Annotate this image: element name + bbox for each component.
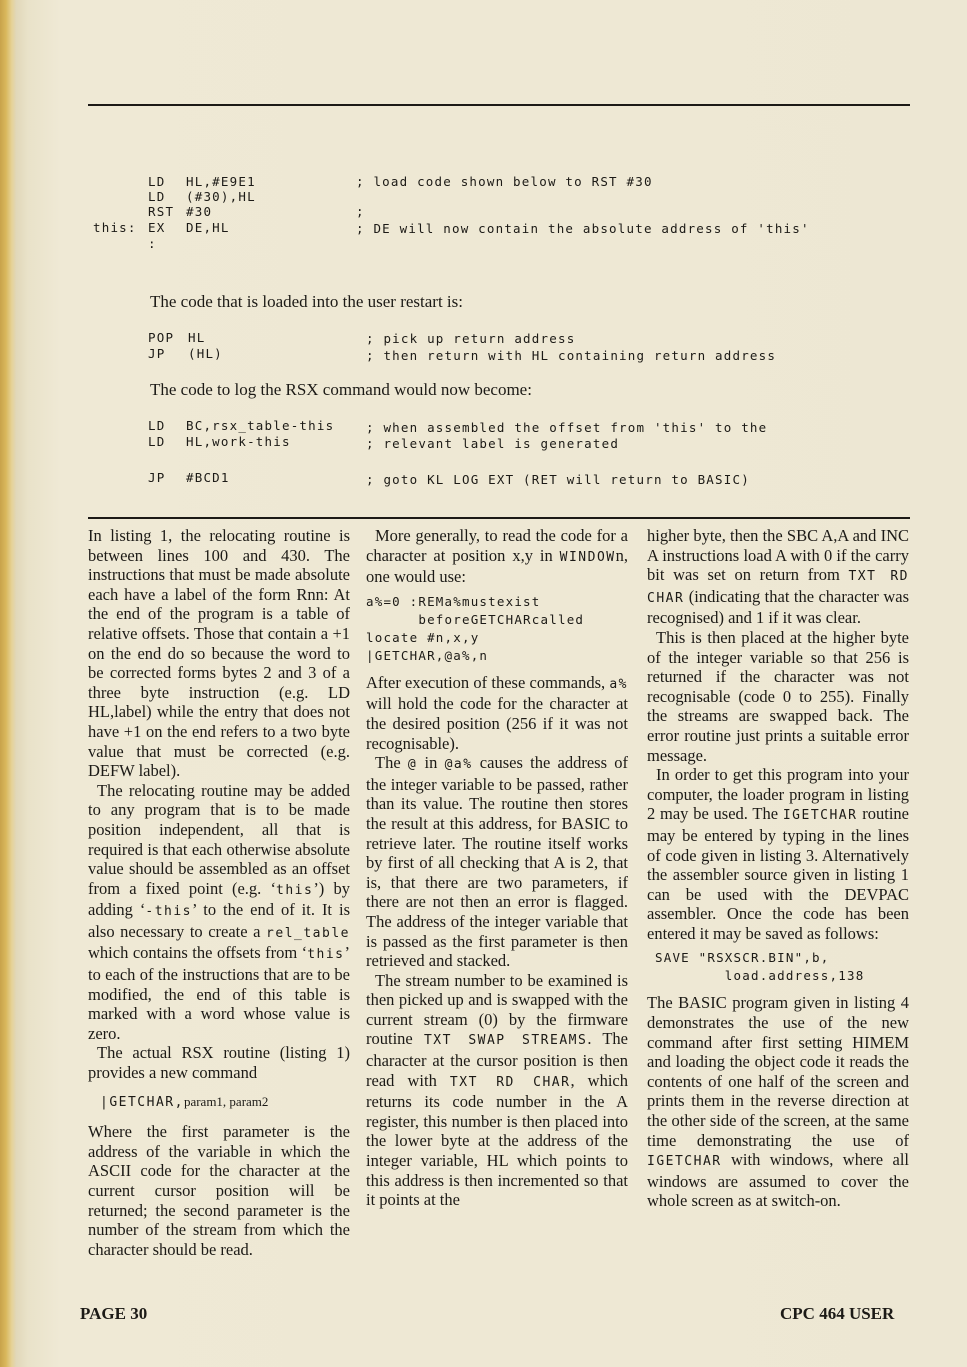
code-arg: BC,rsx_table-this bbox=[186, 418, 335, 433]
code-arg: (#30),HL bbox=[186, 189, 256, 204]
code-example: SAVE "RSXSCR.BIN",b, load.address,138 bbox=[655, 950, 865, 984]
code-line: : bbox=[148, 236, 157, 251]
code-comment: ; bbox=[356, 204, 365, 219]
code-arg: HL,work-this bbox=[186, 434, 291, 449]
code-line: POP bbox=[148, 330, 175, 345]
paragraph: The @ in @a% causes the address of the integer variable to be passed, rather than its value. The routine then stores the result at this address, for BASIC to retrieve later. The routine itself works by first of all checking that A is 2, that is, that there are two parameters, if there are not then an error is flagged. The address of the integer variable that is passed as the first parameter is then retrieved and stacked. bbox=[366, 753, 629, 971]
code-comment: ; goto KL LOG EXT (RET will return to BASIC) bbox=[366, 472, 750, 487]
code-line: LD bbox=[148, 189, 166, 204]
paragraph: The BASIC program given in listing 4 demonstrates the use of the new command after first setting HIMEM and loading the object code it reads the contents of one half of the screen and prints them in the reverse direction at the other side of the screen, at the same time demonstrating the use of IGETCHAR with windows, where all windows are assumed to cover the whole screen as at switch-on. bbox=[647, 993, 909, 1211]
page-binding-edge bbox=[0, 0, 16, 1367]
middle-rule bbox=[88, 517, 910, 519]
intro-log: The code to log the RSX command would now become: bbox=[150, 380, 532, 399]
paragraph: In order to get this program into your computer, the loader program in listing 2 may be used. The IGETCHAR routine may be entered by typing in the lines of code given in listing 3. Alternatively the assembler source given in listing 1 can be used with the DEVPAC assembler. Once the code has been entered it may be saved as follows: bbox=[647, 765, 909, 943]
paragraph: The stream number to be examined is then picked up and is swapped with the current stream (0) by the firmware routine TXT SWAP STREAMS. The character at the cursor position is then read with TXT RD CHAR, which returns its code number in the A register, this number is then placed into the lower byte at the address of the integer variable, HL which points to this address is then incremented so that it points at the bbox=[366, 970, 628, 1210]
code-arg: HL bbox=[188, 330, 206, 345]
code-line: RST bbox=[148, 204, 175, 219]
code-line: LD bbox=[148, 434, 166, 449]
code-line: JP bbox=[148, 470, 166, 485]
code-comment: ; relevant label is generated bbox=[366, 436, 620, 451]
code-line: EX bbox=[148, 220, 166, 235]
paragraph: The actual RSX routine (listing 1) provides a new command bbox=[88, 1043, 350, 1083]
paragraph: More generally, to read the code for a character at position x,y in WINDOWn, one would use: bbox=[366, 526, 628, 587]
code-comment: ; DE will now contain the absolute address of 'this' bbox=[356, 221, 810, 236]
paragraph: Where the first parameter is the address of the variable in which the ASCII code for the character at the current cursor position will be returned; the second parameter is the number of the stream from which the character should be read. bbox=[88, 1122, 350, 1259]
code-line: LD bbox=[148, 418, 166, 433]
code-comment: ; then return with HL containing return address bbox=[366, 348, 777, 363]
code-arg: (HL) bbox=[188, 346, 223, 361]
paragraph: In listing 1, the relocating routine is between lines 100 and 430. The instructions that must be made absolute each have a label of the form Rnn: At the end of the program is a table of relative offsets. Those that contain a +1 on the end do so because the word to be corrected forms bytes 2 and 3 of a three byte instruction (e.g. LD HL,label) while the entry that does not have +1 on the end refers to a two byte value that must be corrected (e.g. DEFW label). bbox=[88, 526, 350, 781]
code-label: this: bbox=[93, 220, 137, 235]
code-line: LD bbox=[148, 174, 166, 189]
code-arg: DE,HL bbox=[186, 220, 230, 235]
magazine-name: CPC 464 USER bbox=[780, 1304, 895, 1323]
code-arg: HL,#E9E1 bbox=[186, 174, 256, 189]
code-arg: #30 bbox=[186, 204, 213, 219]
column-2 bbox=[366, 526, 628, 1210]
paragraph: After execution of these commands, a% will hold the code for the character at the desired position (256 if it was not recognisable). bbox=[366, 672, 628, 753]
column-3 bbox=[647, 526, 909, 1211]
paragraph: higher byte, then the SBC A,A and INC A instructions load A with 0 if the carry bit was set on return from TXT RD CHAR (indicating that the character was recognised) and 1 if it was clear. bbox=[647, 526, 909, 628]
code-example: a%=0 :REMa%mustexist beforeGETCHARcalled locate #n,x,y |GETCHAR,@a%,n bbox=[366, 593, 585, 663]
command-syntax: |GETCHAR,param1, param2 bbox=[100, 1093, 269, 1110]
code-line: JP bbox=[148, 346, 166, 361]
code-comment: ; when assembled the offset from 'this' to the bbox=[366, 420, 768, 435]
code-comment: ; pick up return address bbox=[366, 331, 576, 346]
page-number: PAGE 30 bbox=[80, 1304, 148, 1323]
top-rule bbox=[88, 104, 910, 106]
intro-restart: The code that is loaded into the user restart is: bbox=[150, 292, 463, 311]
column-1 bbox=[88, 526, 350, 1259]
code-comment: ; load code shown below to RST #30 bbox=[356, 174, 653, 189]
paragraph: This is then placed at the higher byte of the integer variable so that 256 is returned if the character was not recognisable (code 0 to 255). Finally the streams are swapped back. The error routine just prints a suitable error message. bbox=[647, 627, 909, 765]
paragraph: The relocating routine may be added to any program that is to be made position independent, all that is required is that each otherwise absolute value should be assembled as an offset from a fixed point (e.g. ‘this’) by adding ‘-this’ to the end of it. It is also necessary to create a rel_table which contains the offsets from ‘this’ to each of the instructions that are to be modified, the end of this table is marked with a word whose value is zero. bbox=[88, 780, 350, 1043]
code-arg: #BCD1 bbox=[186, 470, 230, 485]
